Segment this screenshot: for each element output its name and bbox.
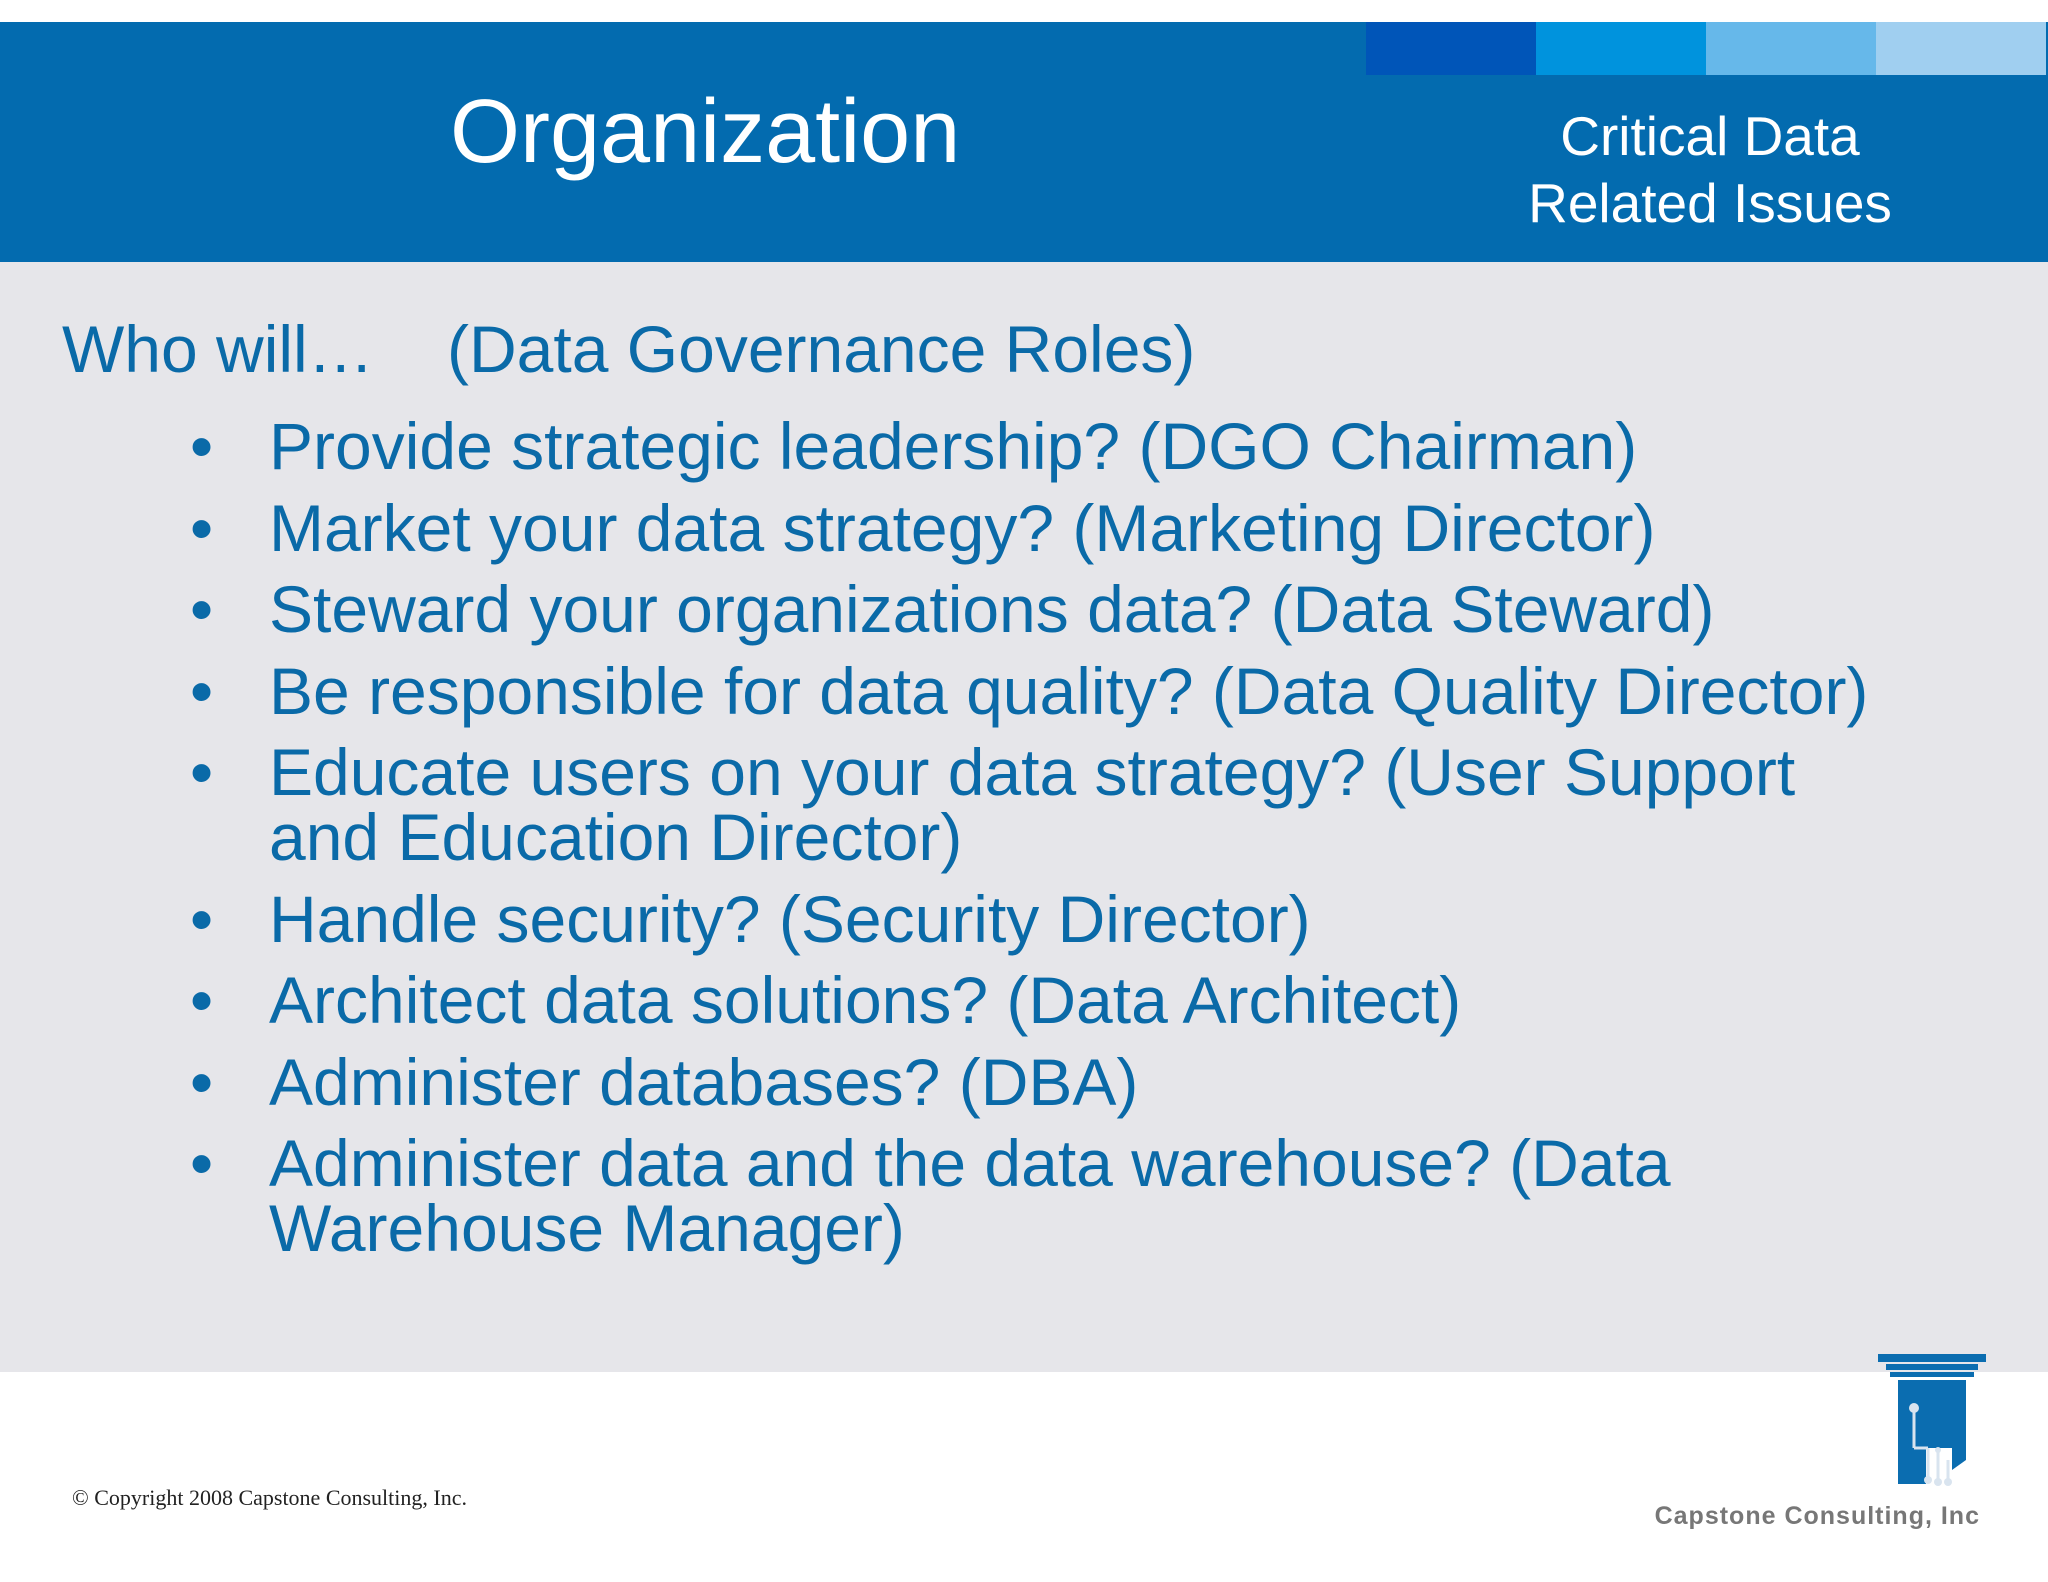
accent-block	[1706, 22, 1876, 75]
list-item	[0, 735, 1889, 874]
copyright-notice: © Copyright 2008 Capstone Consulting, Inc.	[72, 1485, 467, 1510]
list-item	[0, 572, 1889, 646]
list-item-text: Educate users on your data strategy? (User Support and Education Director)	[269, 735, 1796, 874]
list-item-text: Administer databases? (DBA)	[269, 1044, 1139, 1119]
list-item-text: Steward your organizations data? (Data Steward)	[269, 572, 1715, 646]
list-item	[0, 1044, 1889, 1119]
section-label-line: Critical Data	[1560, 105, 1860, 167]
roles-list	[0, 409, 1889, 1278]
bullet-icon: •	[190, 1044, 214, 1119]
accent-block	[1366, 22, 1536, 75]
list-item-text: Be responsible for data quality? (Data Quality Director)	[269, 653, 1869, 728]
bullet-icon: •	[190, 490, 214, 565]
list-item	[0, 409, 1889, 483]
accent-block	[1536, 22, 1706, 75]
list-item	[0, 1126, 1889, 1265]
capstone-logo-icon	[1876, 1352, 1988, 1492]
bullet-icon: •	[190, 881, 214, 956]
page-title: Organization	[450, 82, 961, 182]
accent-block	[1876, 22, 2046, 75]
list-item-text: Architect data solutions? (Data Architect)	[269, 963, 1462, 1037]
bullet-icon: •	[190, 1126, 214, 1200]
list-item-text: Market your data strategy? (Marketing Director)	[269, 490, 1656, 565]
bullet-icon: •	[190, 735, 214, 809]
list-item	[0, 881, 1889, 956]
bullet-icon: •	[190, 653, 214, 728]
section-label-line: Related Issues	[1528, 172, 1892, 234]
list-item	[0, 653, 1889, 728]
list-item-text: Handle security? (Security Director)	[269, 881, 1311, 956]
list-item	[0, 490, 1889, 565]
list-item	[0, 963, 1889, 1037]
section-label	[1430, 103, 1990, 237]
list-item-text: Provide strategic leadership? (DGO Chairman)	[269, 409, 1638, 483]
bullet-icon: •	[190, 409, 214, 483]
company-name: Capstone Consulting, Inc	[1654, 1502, 1980, 1530]
slide-subtitle: Who will… (Data Governance Roles)	[62, 312, 1196, 386]
header-accent-blocks	[1366, 22, 2046, 75]
list-item-text: Administer data and the data warehouse? (Data Warehouse Manager)	[269, 1126, 1671, 1265]
bullet-icon: •	[190, 572, 214, 646]
bullet-icon: •	[190, 963, 214, 1037]
